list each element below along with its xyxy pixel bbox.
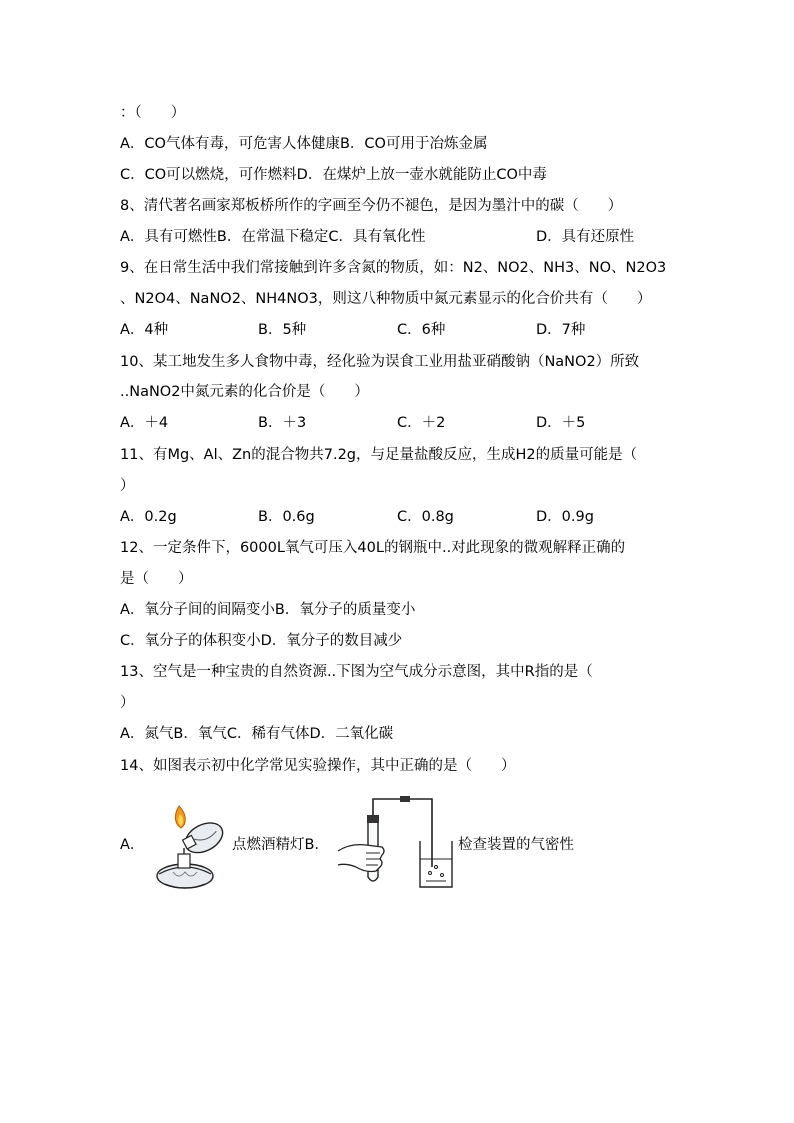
q14-caption-b: 检查装置的气密性	[458, 837, 574, 853]
q12-options-cd: C．氧分子的体积变小D．氧分子的数目减少	[120, 633, 403, 649]
q12-stem-line1: 12、一定条件下，6000L氧气可压入40L的钢瓶中..对此现象的微观解释正确的	[120, 540, 626, 556]
q11-option-d: D．0.9g	[536, 509, 594, 525]
q9-option-c: C．6种	[397, 322, 446, 338]
q11-stem-line2: ）	[120, 478, 135, 494]
q11-option-c: C．0.8g	[397, 509, 454, 525]
q9-option-d: D．7种	[536, 322, 586, 338]
q7-options-cd: C．CO可以燃烧，可作燃料D．在煤炉上放一壶水就能防止CO中毒	[120, 167, 547, 183]
q9-stem-line2: 、N2O4、NaNO2、NH4NO3，则这八种物质中氮元素显示的化合价共有（ ）	[120, 291, 652, 307]
q9-stem-line1: 9、在日常生活中我们常接触到许多含氮的物质，如：N2、NO2、NH3、NO、N2O3	[120, 260, 667, 276]
q8-stem: 8、清代著名画家郑板桥所作的字画至今仍不褪色，是因为墨汁中的碳（ ）	[120, 198, 623, 214]
q10-option-d: D．＋5	[536, 415, 586, 431]
q11-stem-line1: 11、有Mg、Al、Zn的混合物共7.2g，与足量盐酸反应，生成H2的质量可能是（	[120, 447, 638, 463]
q10-option-a: A．＋4	[120, 415, 169, 431]
q13-stem-line2: ）	[120, 695, 135, 711]
q9-option-a: A．4种	[120, 322, 169, 338]
q13-options: A．氮气B．氧气C．稀有气体D．二氧化碳	[120, 726, 394, 742]
q14-label-a: A．	[120, 837, 145, 853]
q14-caption-a: 点燃酒精灯B．	[232, 837, 329, 853]
q14-stem: 14、如图表示初中化学常见实验操作，其中正确的是（ ）	[120, 758, 516, 774]
q12-options-ab: A．氧分子间的间隔变小B．氧分子的质量变小	[120, 602, 416, 618]
q9-option-b: B．5种	[258, 322, 307, 338]
q10-option-c: C．＋2	[397, 415, 446, 431]
q12-stem-line2: 是（ ）	[120, 571, 193, 587]
q7-stem-end: ：（ ）	[120, 105, 186, 121]
airtightness-check-illustration	[336, 793, 460, 893]
q7-options-ab: A．CO气体有毒，可危害人体健康B．CO可用于冶炼金属	[120, 136, 488, 152]
alcohol-lamp-illustration	[145, 800, 231, 892]
q8-options-abc: A．具有可燃性B．在常温下稳定C．具有氧化性	[120, 229, 426, 245]
q13-stem-line1: 13、空气是一种宝贵的自然资源..下图为空气成分示意图，其中R指的是（	[120, 664, 593, 680]
q11-option-a: A．0.2g	[120, 509, 177, 525]
q8-option-d: D．具有还原性	[536, 229, 635, 245]
q10-option-b: B．＋3	[258, 415, 307, 431]
q10-stem-line1: 10、某工地发生多人食物中毒，经化验为误食工业用盐亚硝酸钠（NaNO2）所致	[120, 354, 640, 370]
q10-stem-line2: ..NaNO2中氮元素的化合价是（ ）	[120, 384, 369, 400]
q11-option-b: B．0.6g	[258, 509, 315, 525]
